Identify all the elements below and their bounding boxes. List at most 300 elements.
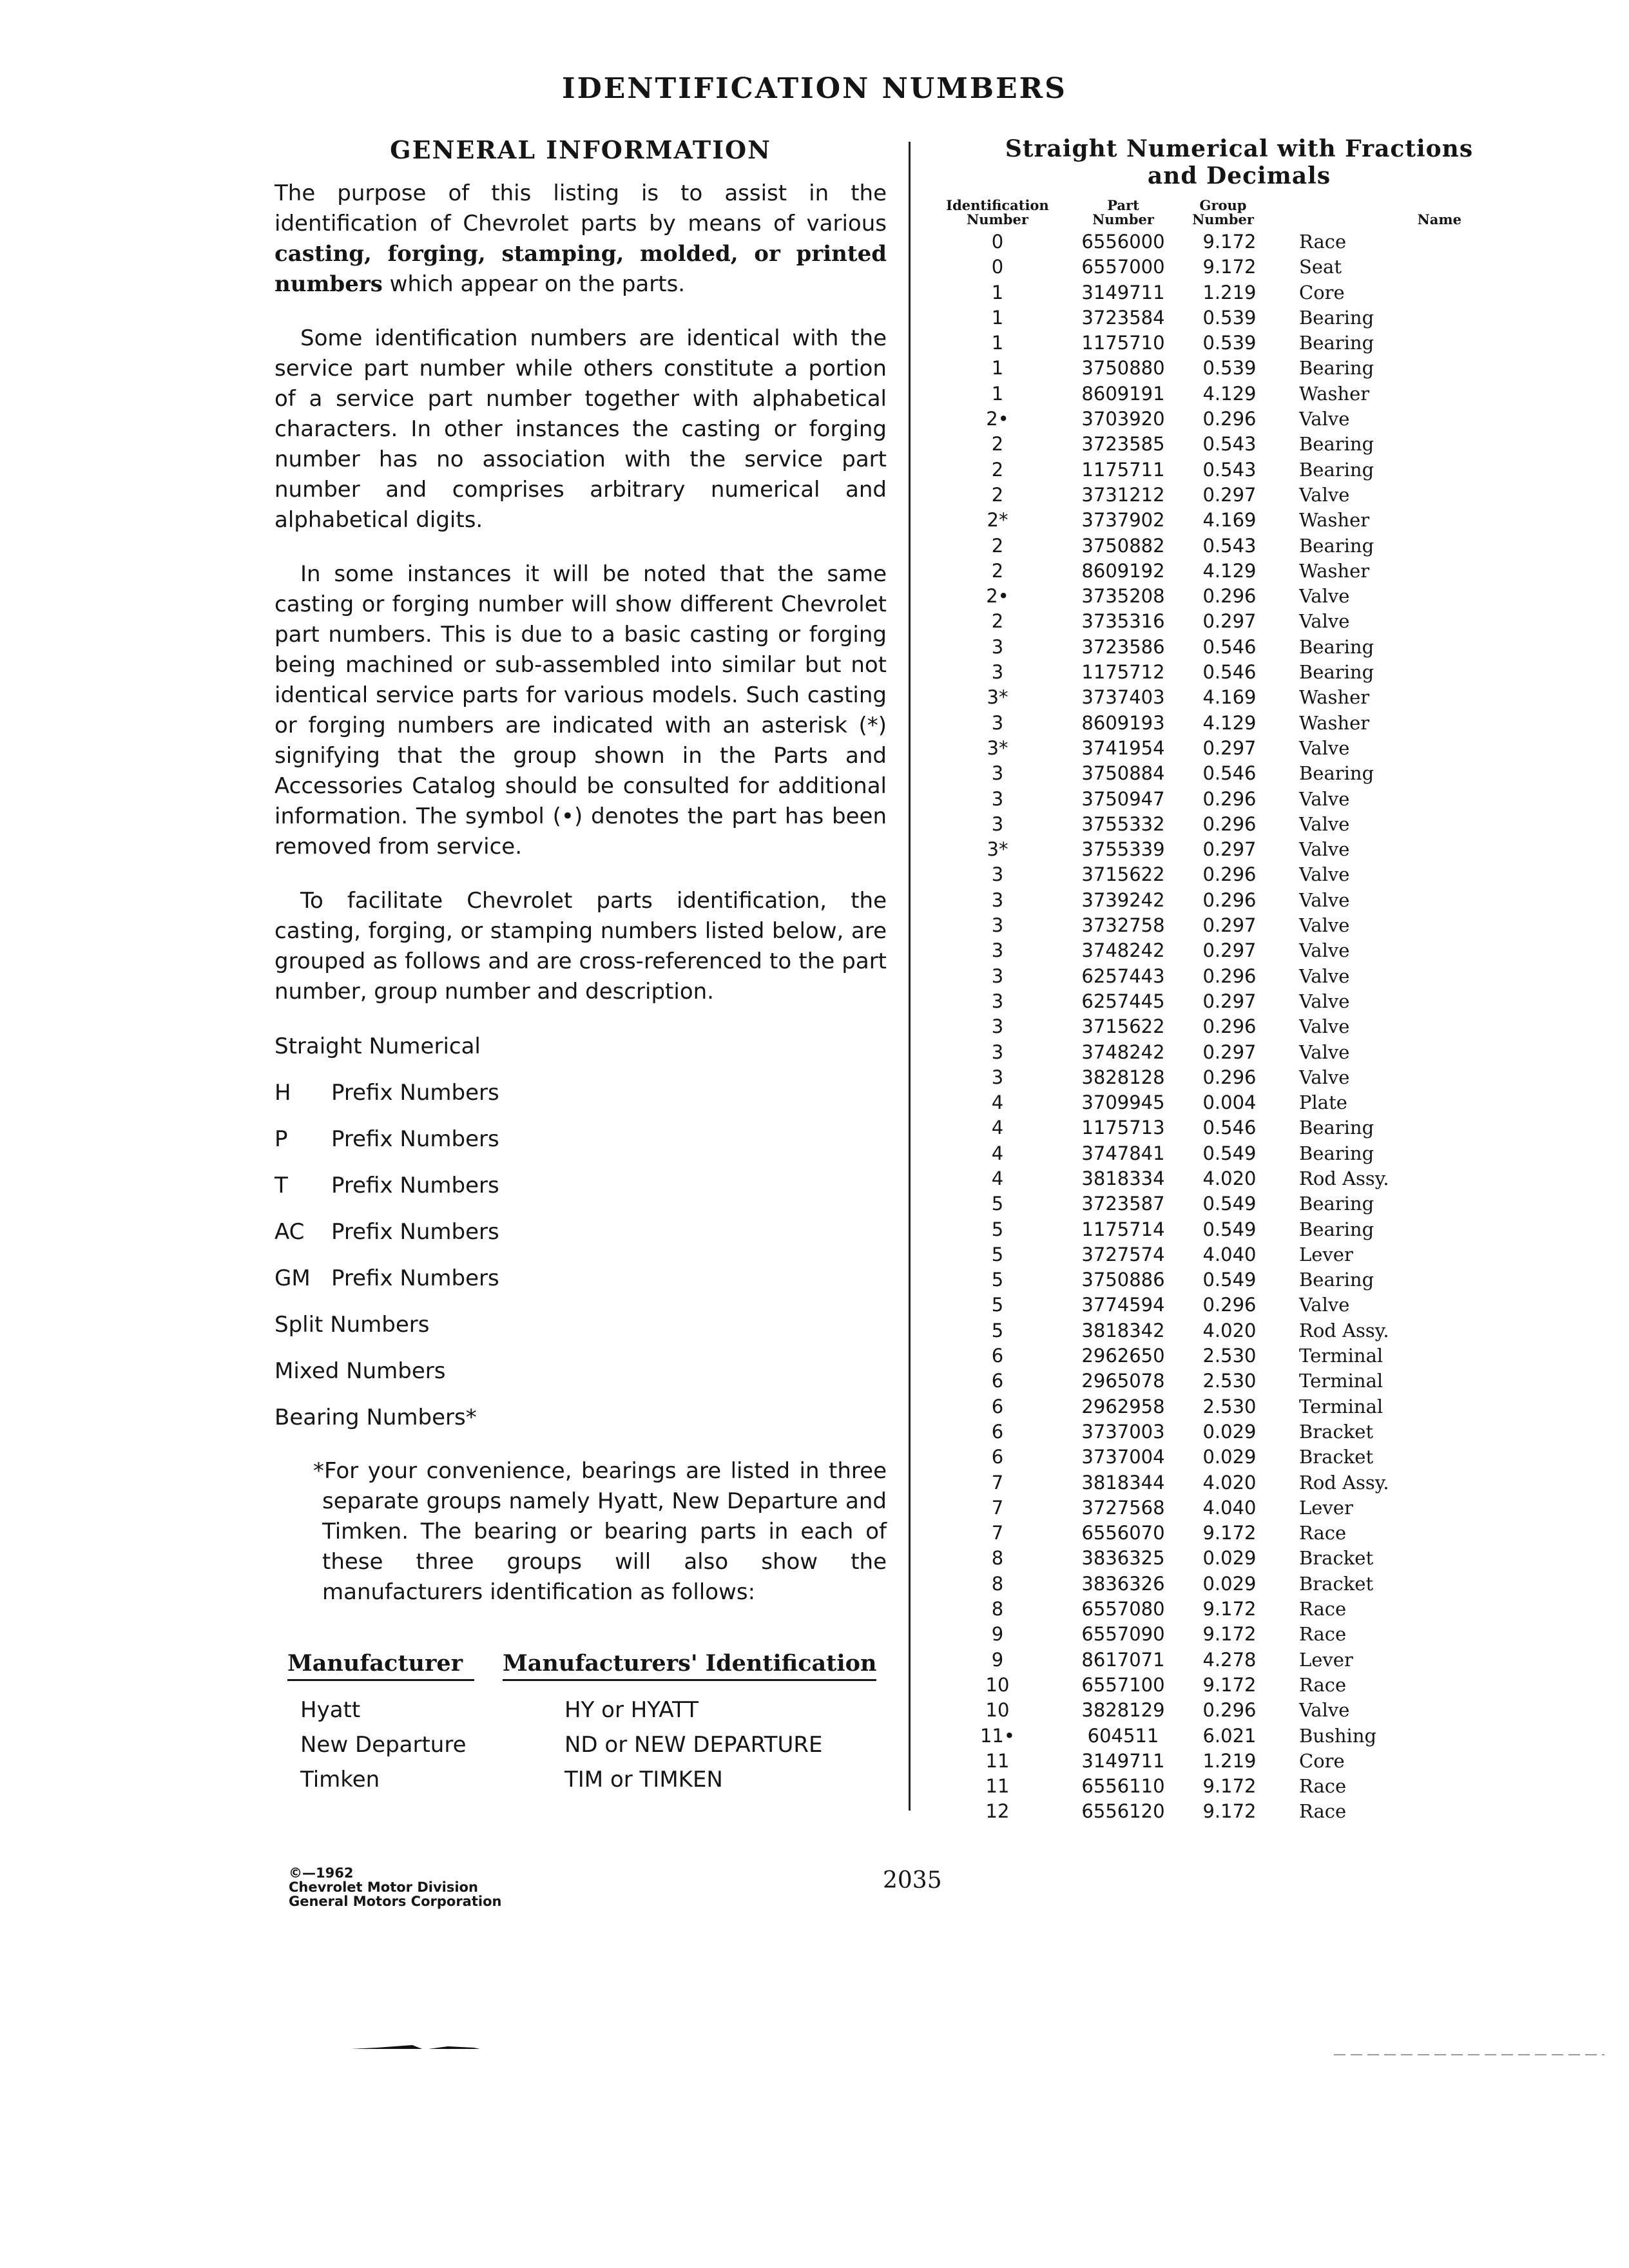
part-number-cell: 6556110: [1081, 1775, 1165, 1798]
group-prefix: AC: [275, 1219, 305, 1245]
part-name-cell: Lever: [1299, 1648, 1353, 1671]
identification-number-cell: 3: [991, 787, 1004, 810]
part-number-cell: 3755339: [1081, 838, 1165, 861]
part-name-cell: Bearing: [1299, 357, 1374, 380]
manufacturer-name: Hyatt: [300, 1697, 361, 1723]
copyright-notice: ©—1962 Chevrolet Motor Division General Motors Corporation: [289, 1865, 502, 1909]
parts-table-section: [933, 135, 1487, 1825]
identification-number-cell: 5: [991, 1218, 1004, 1240]
part-name-cell: Plate: [1299, 1091, 1347, 1114]
part-name-cell: Washer: [1299, 509, 1370, 532]
group-number-cell: 0.296: [1202, 889, 1257, 911]
table-row: [933, 1673, 1487, 1698]
group-number-cell: 4.040: [1202, 1243, 1257, 1265]
group-prefix: GM: [275, 1265, 311, 1291]
group-item: [275, 1263, 887, 1309]
group-number-cell: 0.546: [1202, 635, 1257, 658]
part-name-cell: Valve: [1299, 787, 1350, 810]
group-number-cell: 2.530: [1202, 1345, 1257, 1367]
part-name-cell: Core: [1299, 1749, 1345, 1772]
group-number-cell: 9.172: [1202, 231, 1257, 253]
table-row: [933, 711, 1487, 736]
part-name-cell: Race: [1299, 1522, 1347, 1544]
group-prefix: T: [275, 1173, 288, 1198]
group-label: Straight Numerical: [275, 1033, 481, 1059]
group-number-cell: 9.172: [1202, 1623, 1257, 1646]
group-number-cell: 0.296: [1202, 812, 1257, 835]
part-name-cell: Valve: [1299, 838, 1350, 861]
part-name-cell: Washer: [1299, 382, 1370, 405]
part-number-header: Part Number: [1092, 197, 1154, 227]
manufacturer-table-header: [275, 1650, 887, 1681]
part-number-cell: 3149711: [1081, 1749, 1165, 1772]
part-name-cell: Bearing: [1299, 332, 1374, 354]
part-number-cell: 6556000: [1081, 231, 1165, 253]
part-number-cell: 2962958: [1081, 1395, 1165, 1418]
identification-number-cell: 11: [985, 1749, 1010, 1772]
manufacturer-row: [275, 1693, 887, 1727]
group-label: Prefix Numbers: [331, 1173, 499, 1198]
identification-number-cell: 3: [991, 939, 1004, 962]
part-name-cell: Valve: [1299, 1015, 1350, 1038]
part-name-cell: Bearing: [1299, 635, 1374, 658]
part-number-cell: 604511: [1087, 1724, 1159, 1747]
part-number-cell: 8617071: [1081, 1648, 1165, 1671]
paragraph-grouping: To facilitate Chevrolet parts identification, the casting, forging, or stamping numbers listed below, are grouped as follows and are cross-referenced to the part number, group number and description.: [275, 888, 887, 1004]
identification-number-cell: 7: [991, 1522, 1004, 1544]
part-name-cell: Terminal: [1299, 1395, 1383, 1418]
part-name-cell: Valve: [1299, 990, 1350, 1012]
identification-number-cell: 3*: [987, 838, 1008, 861]
part-number-cell: 6557090: [1081, 1623, 1165, 1646]
group-number-cell: 4.129: [1202, 711, 1257, 734]
identification-number-cell: 8: [991, 1598, 1004, 1620]
section-heading: GENERAL INFORMATION: [390, 135, 771, 164]
part-number-cell: 3750886: [1081, 1269, 1165, 1291]
part-number-cell: 8609193: [1081, 711, 1165, 734]
part-name-cell: Rod Assy.: [1299, 1471, 1389, 1494]
part-name-cell: Valve: [1299, 939, 1350, 962]
manufacturer-rows: [275, 1693, 887, 1797]
identification-number-cell: 1: [991, 382, 1004, 405]
group-number-cell: 0.029: [1202, 1420, 1257, 1443]
table-row: [933, 1267, 1487, 1293]
table-row: [933, 1191, 1487, 1216]
group-number-cell: 0.539: [1202, 332, 1257, 354]
table-row: [933, 660, 1487, 685]
group-number-cell: 0.297: [1202, 483, 1257, 506]
identification-number-cell: 3: [991, 661, 1004, 684]
group-number-cell: 6.021: [1202, 1724, 1257, 1747]
group-number-cell: 4.278: [1202, 1648, 1257, 1671]
table-row: [933, 1648, 1487, 1673]
identification-number-cell: 5: [991, 1294, 1004, 1316]
table-row: [933, 356, 1487, 381]
identification-number-cell: 5: [991, 1269, 1004, 1291]
table-row: [933, 280, 1487, 305]
group-label: Prefix Numbers: [331, 1265, 499, 1291]
part-number-cell: 3828128: [1081, 1066, 1165, 1088]
part-number-cell: 3737003: [1081, 1420, 1165, 1443]
part-name-cell: Bearing: [1299, 534, 1374, 557]
part-number-cell: 3750947: [1081, 787, 1165, 810]
group-number-cell: 0.029: [1202, 1547, 1257, 1570]
table-title: Straight Numerical with Fractions and Decimals: [1005, 135, 1474, 189]
group-number-cell: 0.004: [1202, 1091, 1257, 1114]
identification-number-cell: 8: [991, 1572, 1004, 1595]
part-name-cell: Bearing: [1299, 1269, 1374, 1291]
table-row: [933, 862, 1487, 887]
manufacturer-table: [275, 1650, 887, 1797]
part-name-cell: Bracket: [1299, 1547, 1374, 1570]
identification-number-cell: 5: [991, 1193, 1004, 1215]
table-row: [933, 1242, 1487, 1267]
group-item: [275, 1309, 887, 1356]
identification-number-cell: 3: [991, 711, 1004, 734]
table-row: [933, 1318, 1487, 1343]
manufacturer-column-header: Manufacturer: [287, 1650, 474, 1681]
group-number-cell: 4.169: [1202, 509, 1257, 532]
table-row: [933, 1065, 1487, 1090]
table-row: [933, 483, 1487, 508]
table-row: [933, 1774, 1487, 1799]
group-number-cell: 0.296: [1202, 863, 1257, 886]
identification-number-cell: 2: [991, 610, 1004, 633]
table-row: [933, 837, 1487, 862]
identification-number-cell: 3: [991, 889, 1004, 911]
table-row: [933, 559, 1487, 584]
part-number-cell: 3748242: [1081, 939, 1165, 962]
paragraph-identical-numbers: Some identification numbers are identical with the service part number while others constitute a portion of a service part number together with alphabetical characters. In other instances the casting or forging number has no association with the service part number and comprises arbitrary numerical and alphabetical digits.: [275, 325, 887, 533]
table-row: [933, 913, 1487, 938]
table-row: [933, 533, 1487, 559]
part-number-cell: 1175714: [1081, 1218, 1165, 1240]
identification-number-cell: 3: [991, 812, 1004, 835]
part-name-cell: Valve: [1299, 736, 1350, 759]
part-number-cell: 3731212: [1081, 483, 1165, 506]
group-number-header: Group Number: [1192, 197, 1254, 227]
group-number-cell: 0.296: [1202, 965, 1257, 987]
identification-number-cell: 5: [991, 1319, 1004, 1341]
group-label: Prefix Numbers: [331, 1219, 499, 1245]
manufacturer-identification: HY or HYATT: [564, 1697, 699, 1723]
table-row: [933, 1115, 1487, 1140]
group-number-cell: 0.297: [1202, 736, 1257, 759]
table-row: [933, 1799, 1487, 1824]
part-number-cell: 3735316: [1081, 610, 1165, 633]
table-row: [933, 635, 1487, 660]
part-name-cell: Bearing: [1299, 1117, 1374, 1139]
identification-number-cell: 4: [991, 1142, 1004, 1164]
part-number-cell: 3723585: [1081, 433, 1165, 456]
part-number-cell: 3828129: [1081, 1699, 1165, 1722]
part-number-cell: 3750882: [1081, 534, 1165, 557]
identification-number-cell: 3: [991, 762, 1004, 785]
group-item: [275, 1402, 887, 1448]
part-name-cell: Race: [1299, 1800, 1347, 1823]
table-row: [933, 1495, 1487, 1521]
part-number-cell: 3774594: [1081, 1294, 1165, 1316]
identification-number-cell: 9: [991, 1648, 1004, 1671]
manufacturer-name: New Departure: [300, 1732, 467, 1758]
identification-number-cell: 7: [991, 1496, 1004, 1519]
group-number-cell: 2.530: [1202, 1395, 1257, 1418]
group-label: Prefix Numbers: [331, 1080, 499, 1106]
intro-paragraph: The purpose of this listing is to assist in the identification of Chevrolet parts by means of various casting, forging, stamping, molded, or printed numbers which appear on the parts.: [275, 180, 887, 297]
part-name-cell: Race: [1299, 1775, 1347, 1798]
part-number-cell: 2962650: [1081, 1345, 1165, 1367]
group-item: [275, 1077, 887, 1124]
part-number-cell: 6556120: [1081, 1800, 1165, 1823]
part-number-cell: 3709945: [1081, 1091, 1165, 1114]
part-number-cell: 3715622: [1081, 1015, 1165, 1038]
identification-number-cell: 3*: [987, 736, 1008, 759]
identification-number-cell: 6: [991, 1420, 1004, 1443]
group-number-cell: 4.020: [1202, 1167, 1257, 1189]
group-number-cell: 0.296: [1202, 1294, 1257, 1316]
group-number-cell: 0.543: [1202, 458, 1257, 481]
table-row: [933, 1571, 1487, 1597]
table-row: [933, 1394, 1487, 1419]
part-number-cell: 3723586: [1081, 635, 1165, 658]
part-number-cell: 3723587: [1081, 1193, 1165, 1215]
table-row: [933, 1141, 1487, 1166]
identification-number-header: Identification Number: [946, 197, 1049, 227]
group-prefix: P: [275, 1126, 288, 1152]
identification-number-cell: 3: [991, 990, 1004, 1012]
group-number-cell: 0.296: [1202, 585, 1257, 608]
group-number-cell: 0.029: [1202, 1572, 1257, 1595]
identification-number-cell: 3: [991, 863, 1004, 886]
identification-number-cell: 3: [991, 965, 1004, 987]
part-number-cell: 3737902: [1081, 509, 1165, 532]
part-number-cell: 3747841: [1081, 1142, 1165, 1164]
table-row: [933, 1343, 1487, 1369]
part-number-cell: 8609191: [1081, 382, 1165, 405]
identification-number-cell: 1: [991, 332, 1004, 354]
part-name-cell: Valve: [1299, 1041, 1350, 1063]
part-number-cell: 1175713: [1081, 1117, 1165, 1139]
table-row: [933, 229, 1487, 255]
identification-number-cell: 7: [991, 1471, 1004, 1494]
part-number-cell: 3739242: [1081, 889, 1165, 911]
part-number-cell: 6557100: [1081, 1673, 1165, 1696]
part-name-cell: Bearing: [1299, 458, 1374, 481]
identification-number-cell: 3: [991, 1015, 1004, 1038]
part-number-cell: 3818342: [1081, 1319, 1165, 1341]
part-name-cell: Valve: [1299, 889, 1350, 911]
table-row: [933, 1698, 1487, 1723]
table-row: [933, 1040, 1487, 1065]
table-row: [933, 305, 1487, 331]
table-row: [933, 457, 1487, 483]
group-number-cell: 0.549: [1202, 1193, 1257, 1215]
part-name-cell: Valve: [1299, 965, 1350, 987]
identification-number-cell: 2: [991, 483, 1004, 506]
table-row: [933, 1369, 1487, 1394]
scan-artifact-mark: [351, 2044, 493, 2052]
part-number-cell: 6557000: [1081, 256, 1165, 278]
part-name-cell: Bracket: [1299, 1446, 1374, 1468]
group-number-cell: 0.297: [1202, 939, 1257, 962]
part-number-cell: 3723584: [1081, 306, 1165, 329]
group-number-cell: 0.543: [1202, 433, 1257, 456]
identification-number-cell: 0: [991, 256, 1004, 278]
manufacturer-row: [275, 1727, 887, 1762]
part-number-cell: 3836326: [1081, 1572, 1165, 1595]
bold-number-types: casting, forging, stamping, molded, or printed numbers: [275, 241, 887, 297]
identification-number-cell: 11: [985, 1775, 1010, 1798]
group-label: Prefix Numbers: [331, 1126, 499, 1152]
part-name-cell: Terminal: [1299, 1370, 1383, 1392]
part-number-cell: 3735208: [1081, 585, 1165, 608]
part-name-cell: Bearing: [1299, 306, 1374, 329]
part-number-cell: 2965078: [1081, 1370, 1165, 1392]
identification-number-cell: 6: [991, 1345, 1004, 1367]
group-number-cell: 0.296: [1202, 1015, 1257, 1038]
part-name-cell: Race: [1299, 1598, 1347, 1620]
identification-number-cell: 11•: [979, 1724, 1015, 1747]
table-row: [933, 381, 1487, 407]
group-number-cell: 9.172: [1202, 256, 1257, 278]
part-name-cell: Bearing: [1299, 762, 1374, 785]
part-name-cell: Washer: [1299, 711, 1370, 734]
group-number-cell: 0.546: [1202, 661, 1257, 684]
number-groups-list: [275, 1031, 887, 1448]
table-row: [933, 432, 1487, 457]
group-item: [275, 1124, 887, 1170]
table-row: [933, 989, 1487, 1014]
part-name-cell: Seat: [1299, 256, 1342, 278]
table-row: [933, 812, 1487, 837]
identification-number-cell: 4: [991, 1091, 1004, 1114]
part-name-cell: Rod Assy.: [1299, 1167, 1389, 1189]
part-number-cell: 3818344: [1081, 1471, 1165, 1494]
group-item: [275, 1031, 887, 1077]
group-number-cell: 4.020: [1202, 1471, 1257, 1494]
part-name-cell: Washer: [1299, 559, 1370, 582]
table-row: [933, 1166, 1487, 1191]
part-name-cell: Race: [1299, 231, 1347, 253]
part-name-cell: Bearing: [1299, 1218, 1374, 1240]
identification-number-cell: 1: [991, 281, 1004, 303]
group-number-cell: 4.169: [1202, 686, 1257, 709]
identification-number-cell: 3: [991, 914, 1004, 937]
group-number-cell: 0.296: [1202, 787, 1257, 810]
identification-number-cell: 1: [991, 306, 1004, 329]
group-number-cell: 0.549: [1202, 1269, 1257, 1291]
part-number-cell: 3750880: [1081, 357, 1165, 380]
page-title: IDENTIFICATION NUMBERS: [562, 72, 1067, 105]
group-item: [275, 1216, 887, 1263]
table-row: [933, 1293, 1487, 1318]
group-number-cell: 4.040: [1202, 1496, 1257, 1519]
identification-number-cell: 2*: [987, 509, 1008, 532]
table-row: [933, 1597, 1487, 1622]
table-row: [933, 1470, 1487, 1495]
group-number-cell: 4.129: [1202, 382, 1257, 405]
part-name-cell: Core: [1299, 281, 1345, 303]
identification-number-cell: 2: [991, 433, 1004, 456]
part-number-cell: 6556070: [1081, 1522, 1165, 1544]
column-divider: [909, 142, 911, 1811]
group-item: [275, 1170, 887, 1216]
identification-column-header: Manufacturers' Identification: [503, 1650, 876, 1681]
identification-number-cell: 6: [991, 1395, 1004, 1418]
identification-number-cell: 5: [991, 1243, 1004, 1265]
part-name-cell: Valve: [1299, 1294, 1350, 1316]
table-row: [933, 736, 1487, 761]
part-name-cell: Race: [1299, 1623, 1347, 1646]
table-row: [933, 1724, 1487, 1749]
part-number-cell: 3755332: [1081, 812, 1165, 835]
group-number-cell: 9.172: [1202, 1800, 1257, 1823]
identification-number-cell: 6: [991, 1370, 1004, 1392]
part-name-cell: Bearing: [1299, 1193, 1374, 1215]
part-name-cell: Valve: [1299, 914, 1350, 937]
part-number-cell: 3737403: [1081, 686, 1165, 709]
table-row: [933, 1419, 1487, 1445]
group-number-cell: 0.543: [1202, 534, 1257, 557]
part-name-cell: Lever: [1299, 1243, 1353, 1265]
part-name-cell: Bearing: [1299, 1142, 1374, 1164]
identification-number-cell: 2: [991, 458, 1004, 481]
part-name-cell: Bearing: [1299, 433, 1374, 456]
identification-number-cell: 12: [985, 1800, 1010, 1823]
table-row: [933, 685, 1487, 710]
part-number-cell: 3732758: [1081, 914, 1165, 937]
part-number-cell: 3727574: [1081, 1243, 1165, 1265]
table-row: [933, 1622, 1487, 1647]
general-information-section: [275, 135, 887, 1797]
identification-number-cell: 10: [985, 1673, 1010, 1696]
identification-number-cell: 9: [991, 1623, 1004, 1646]
table-header: [933, 198, 1487, 229]
group-number-cell: 0.029: [1202, 1446, 1257, 1468]
manufacturer-identification: ND or NEW DEPARTURE: [564, 1732, 823, 1758]
group-number-cell: 0.297: [1202, 990, 1257, 1012]
part-name-cell: Terminal: [1299, 1345, 1383, 1367]
part-number-cell: 3703920: [1081, 408, 1165, 430]
group-number-cell: 9.172: [1202, 1673, 1257, 1696]
identification-number-cell: 4: [991, 1167, 1004, 1189]
part-number-cell: 3741954: [1081, 736, 1165, 759]
part-number-cell: 6557080: [1081, 1598, 1165, 1620]
table-row: [933, 888, 1487, 913]
group-number-cell: 0.297: [1202, 838, 1257, 861]
scan-artifact-line: [1334, 2054, 1605, 2055]
table-row: [933, 761, 1487, 786]
identification-number-cell: 8: [991, 1547, 1004, 1570]
table-row: [933, 787, 1487, 812]
group-number-cell: 4.129: [1202, 559, 1257, 582]
table-row: [933, 1090, 1487, 1115]
part-number-cell: 3818334: [1081, 1167, 1165, 1189]
part-number-cell: 3715622: [1081, 863, 1165, 886]
part-name-cell: Rod Assy.: [1299, 1319, 1389, 1341]
identification-number-cell: 3*: [987, 686, 1008, 709]
group-number-cell: 0.296: [1202, 1066, 1257, 1088]
identification-number-cell: 2•: [986, 585, 1009, 608]
identification-number-cell: 6: [991, 1446, 1004, 1468]
group-prefix: H: [275, 1080, 291, 1106]
table-row: [933, 1521, 1487, 1546]
part-name-cell: Valve: [1299, 863, 1350, 886]
table-row: [933, 1014, 1487, 1039]
group-number-cell: 2.530: [1202, 1370, 1257, 1392]
table-row: [933, 938, 1487, 963]
table-row: [933, 609, 1487, 634]
